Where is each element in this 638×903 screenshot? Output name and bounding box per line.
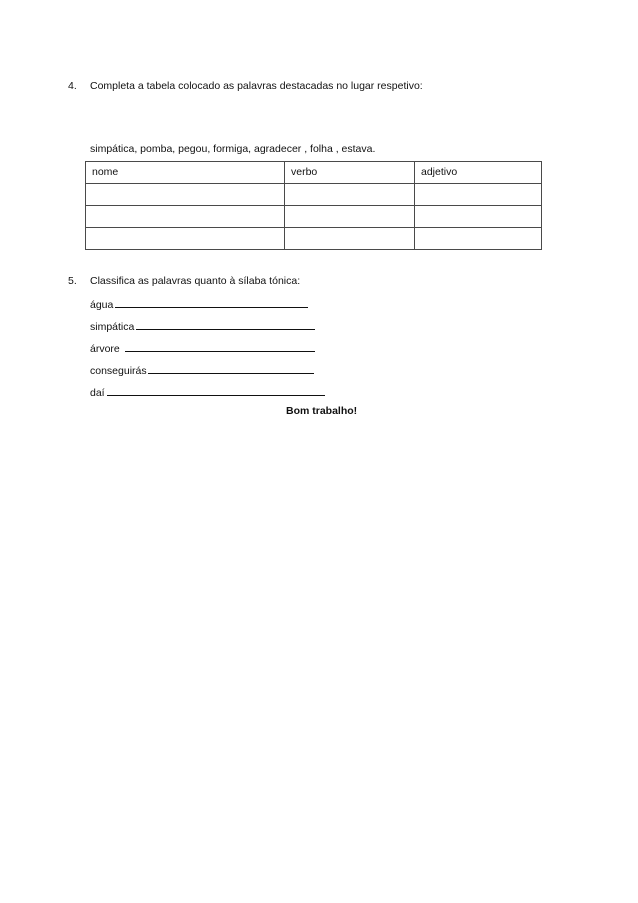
table-cell[interactable] (86, 184, 285, 206)
table-cell[interactable] (415, 184, 542, 206)
answer-line-arvore (90, 342, 315, 355)
table-row (86, 184, 542, 206)
table-cell[interactable] (415, 206, 542, 228)
table-cell[interactable] (285, 228, 415, 250)
answer-blank[interactable] (136, 320, 315, 330)
table-cell[interactable] (86, 206, 285, 228)
question-5-text: Classifica as palavras quanto à sílaba tónica: (90, 275, 301, 287)
table-row (86, 228, 542, 250)
answer-line-simpatica (90, 320, 315, 333)
closing-message: Bom trabalho! (286, 405, 358, 417)
question-5 (68, 275, 300, 287)
question-5-number: 5. (68, 275, 77, 287)
header-nome: nome (86, 162, 285, 184)
answer-line-dai (90, 386, 325, 399)
word-label: daí (90, 387, 105, 399)
word-label: água (90, 299, 114, 311)
word-label: árvore (90, 343, 120, 355)
table-cell[interactable] (285, 184, 415, 206)
answer-blank[interactable] (107, 386, 325, 396)
question-4 (68, 80, 423, 92)
answer-line-conseguiras (90, 364, 314, 377)
question-4-number: 4. (68, 80, 77, 92)
word-label: simpática (90, 321, 135, 333)
table-cell[interactable] (86, 228, 285, 250)
answer-blank[interactable] (125, 342, 315, 352)
answer-blank[interactable] (115, 298, 308, 308)
answer-line-agua (90, 298, 308, 311)
table-header-row (86, 162, 542, 184)
table-cell[interactable] (415, 228, 542, 250)
answer-blank[interactable] (148, 364, 314, 374)
word-list: simpática, pomba, pegou, formiga, agradecer , folha , estava. (90, 143, 376, 155)
classification-table (85, 161, 542, 250)
word-label: conseguirás (90, 365, 147, 377)
table-cell[interactable] (285, 206, 415, 228)
header-verbo: verbo (285, 162, 415, 184)
question-4-text: Completa a tabela colocado as palavras destacadas no lugar respetivo: (90, 80, 423, 92)
header-adjetivo: adjetivo (415, 162, 542, 184)
table-row (86, 206, 542, 228)
